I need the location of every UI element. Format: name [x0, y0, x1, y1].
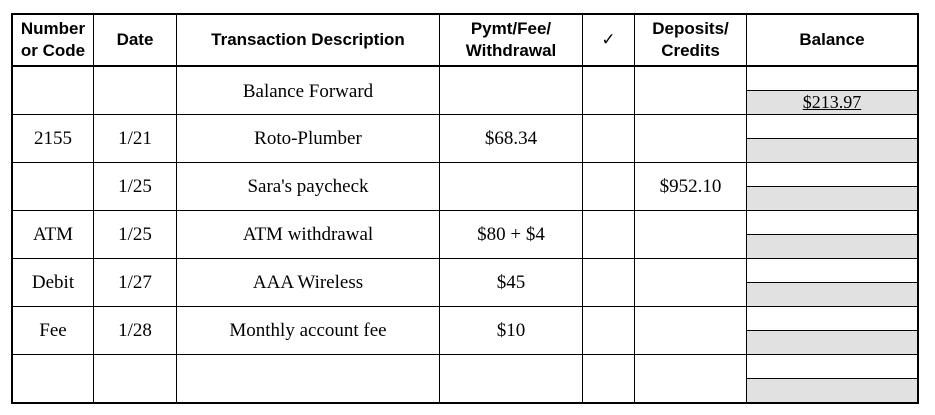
balance-cell	[747, 259, 917, 306]
balance-entry-line	[747, 259, 917, 283]
header-transaction-description: Transaction Description	[177, 15, 440, 65]
check-cell	[583, 67, 635, 114]
date-cell: 1/27	[94, 259, 177, 306]
payment-cell: $10	[440, 307, 583, 354]
date-cell: 1/21	[94, 115, 177, 162]
number-cell: Debit	[13, 259, 94, 306]
description-cell: Balance Forward	[177, 67, 440, 114]
deposit-cell	[635, 67, 747, 114]
description-cell: Sara's paycheck	[177, 163, 440, 210]
header-balance: Balance	[799, 30, 865, 49]
table-row	[13, 115, 917, 163]
running-balance-value	[747, 187, 917, 210]
date-cell	[94, 67, 177, 114]
header-payment-fee-withdrawal: Pymt/Fee/ Withdrawal	[440, 15, 583, 65]
number-cell: Fee	[13, 307, 94, 354]
check-cell	[583, 115, 635, 162]
balance-cell	[747, 115, 917, 162]
deposit-cell	[635, 115, 747, 162]
balance-entry-line	[747, 307, 917, 331]
payment-cell	[440, 355, 583, 402]
table-row	[13, 355, 917, 402]
running-balance-value	[747, 379, 917, 402]
balance-entry-line	[747, 163, 917, 187]
table-row	[13, 307, 917, 355]
payment-cell: $68.34	[440, 115, 583, 162]
balance-cell	[747, 355, 917, 402]
running-balance-value	[747, 331, 917, 354]
deposit-cell: $952.10	[635, 163, 747, 210]
payment-cell: $45	[440, 259, 583, 306]
header-deposits-credits: Deposits/ Credits	[635, 15, 747, 65]
header-checkmark: ✓	[583, 15, 635, 65]
header-date: Date	[94, 15, 177, 65]
payment-cell: $80 + $4	[440, 211, 583, 258]
running-balance-value: $213.97	[747, 91, 917, 114]
table-row	[13, 163, 917, 211]
check-cell	[583, 163, 635, 210]
running-balance-value	[747, 139, 917, 162]
balance-cell	[747, 67, 917, 114]
check-cell	[583, 259, 635, 306]
number-cell	[13, 67, 94, 114]
deposit-cell	[635, 307, 747, 354]
deposit-cell	[635, 259, 747, 306]
number-cell	[13, 355, 94, 402]
check-register-table	[11, 13, 919, 404]
table-row	[13, 259, 917, 307]
description-cell: ATM withdrawal	[177, 211, 440, 258]
deposit-cell	[635, 211, 747, 258]
balance-entry-line	[747, 115, 917, 139]
date-cell	[94, 355, 177, 402]
header-number-or-code: Number or Code	[13, 15, 94, 65]
balance-cell	[747, 163, 917, 210]
number-cell: ATM	[13, 211, 94, 258]
balance-cell	[747, 307, 917, 354]
running-balance-value	[747, 283, 917, 306]
check-cell	[583, 211, 635, 258]
header-row	[13, 15, 917, 67]
balance-entry-line	[747, 67, 917, 91]
payment-cell	[440, 163, 583, 210]
table-row	[13, 211, 917, 259]
balance-entry-line	[747, 211, 917, 235]
description-cell: AAA Wireless	[177, 259, 440, 306]
number-cell	[13, 163, 94, 210]
check-cell	[583, 355, 635, 402]
date-cell: 1/28	[94, 307, 177, 354]
balance-entry-line	[747, 355, 917, 379]
deposit-cell	[635, 355, 747, 402]
check-cell	[583, 307, 635, 354]
date-cell: 1/25	[94, 163, 177, 210]
payment-cell	[440, 67, 583, 114]
table-row	[13, 67, 917, 115]
description-cell: Monthly account fee	[177, 307, 440, 354]
date-cell: 1/25	[94, 211, 177, 258]
description-cell	[177, 355, 440, 402]
running-balance-value	[747, 235, 917, 258]
balance-cell	[747, 211, 917, 258]
description-cell: Roto-Plumber	[177, 115, 440, 162]
number-cell: 2155	[13, 115, 94, 162]
